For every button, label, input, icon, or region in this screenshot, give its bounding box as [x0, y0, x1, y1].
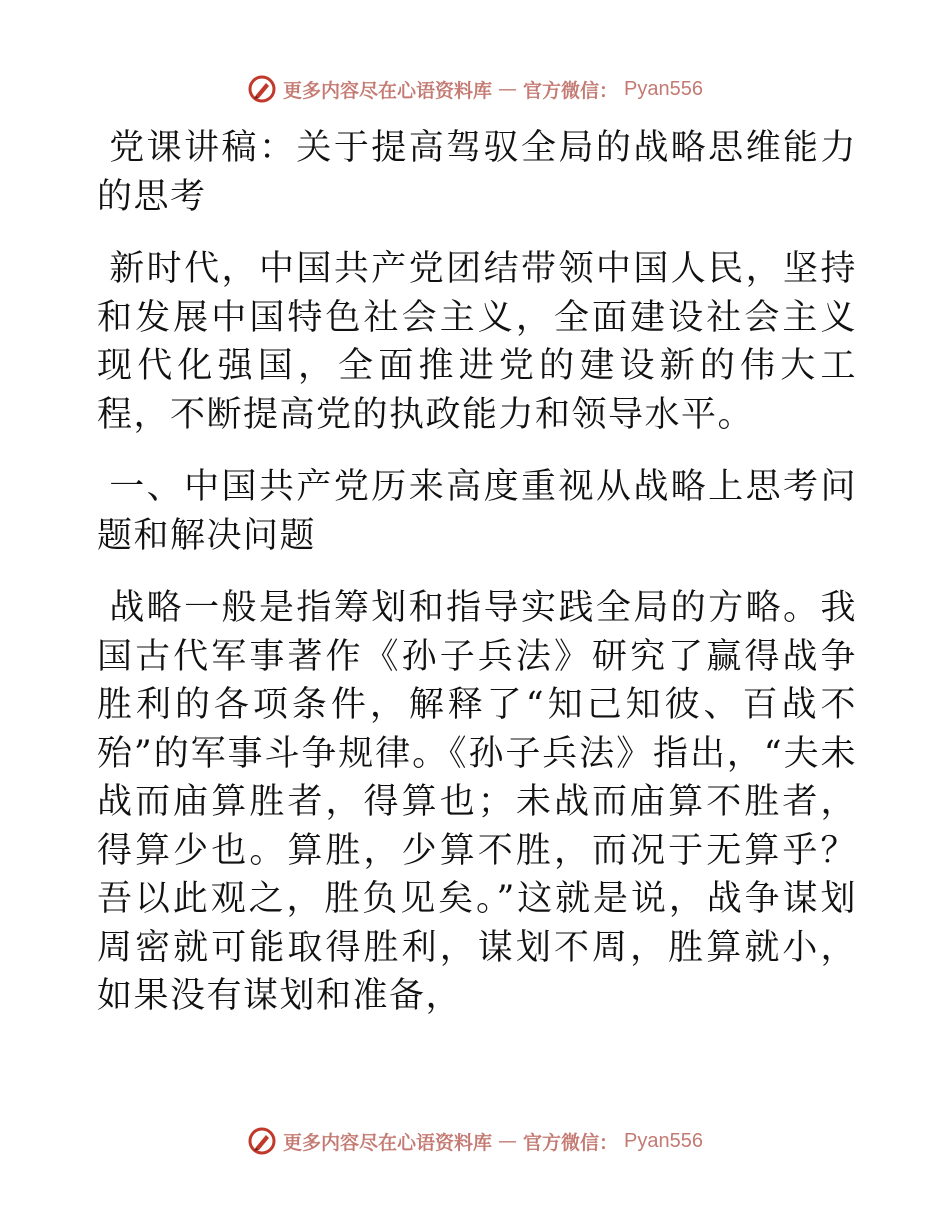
watermark-wechat-id: Pyan556	[624, 77, 703, 100]
watermark-site-text: 更多内容尽在心语资料库	[283, 79, 493, 102]
pen-logo-icon	[247, 1126, 277, 1156]
watermark-dash: —	[498, 78, 518, 100]
section-heading: 一、中国共产党历来高度重视从战略上思考问题和解决问题	[97, 467, 857, 556]
watermark-wechat-label: 官方微信：	[523, 1131, 619, 1154]
footer-watermark	[0, 1124, 950, 1158]
watermark-wechat-id: Pyan556	[624, 1129, 703, 1152]
watermark-dash: —	[498, 1130, 518, 1152]
document-body	[97, 124, 857, 1021]
section-body-paragraph: 战略一般是指筹划和指导实践全局的方略。我国古代军事著作《孙子兵法》研究了赢得战争胜利的各项条件，解释了“知己知彼、百战不殆”的军事斗争规律。《孙子兵法》指出，“夫未战而庙算胜者，得算也；未战而庙算不胜者，得算少也。算胜，少算不胜，而况于无算乎？吾以此观之，胜负见矣。”这就是说，战争谋划周密就可能取得胜利，谋划不周，胜算就小，如果没有谋划和准备，	[97, 588, 857, 1016]
pen-logo-icon	[247, 74, 277, 104]
document-title: 党课讲稿：关于提高驾驭全局的战略思维能力的思考	[97, 128, 857, 217]
watermark-wechat-label: 官方微信：	[523, 79, 619, 102]
watermark-site-text: 更多内容尽在心语资料库	[283, 1131, 493, 1154]
header-watermark	[0, 72, 950, 106]
intro-paragraph: 新时代，中国共产党团结带领中国人民，坚持和发展中国特色社会主义，全面建设社会主义现代化强国，全面推进党的建设新的伟大工程，不断提高党的执政能力和领导水平。	[97, 249, 857, 435]
